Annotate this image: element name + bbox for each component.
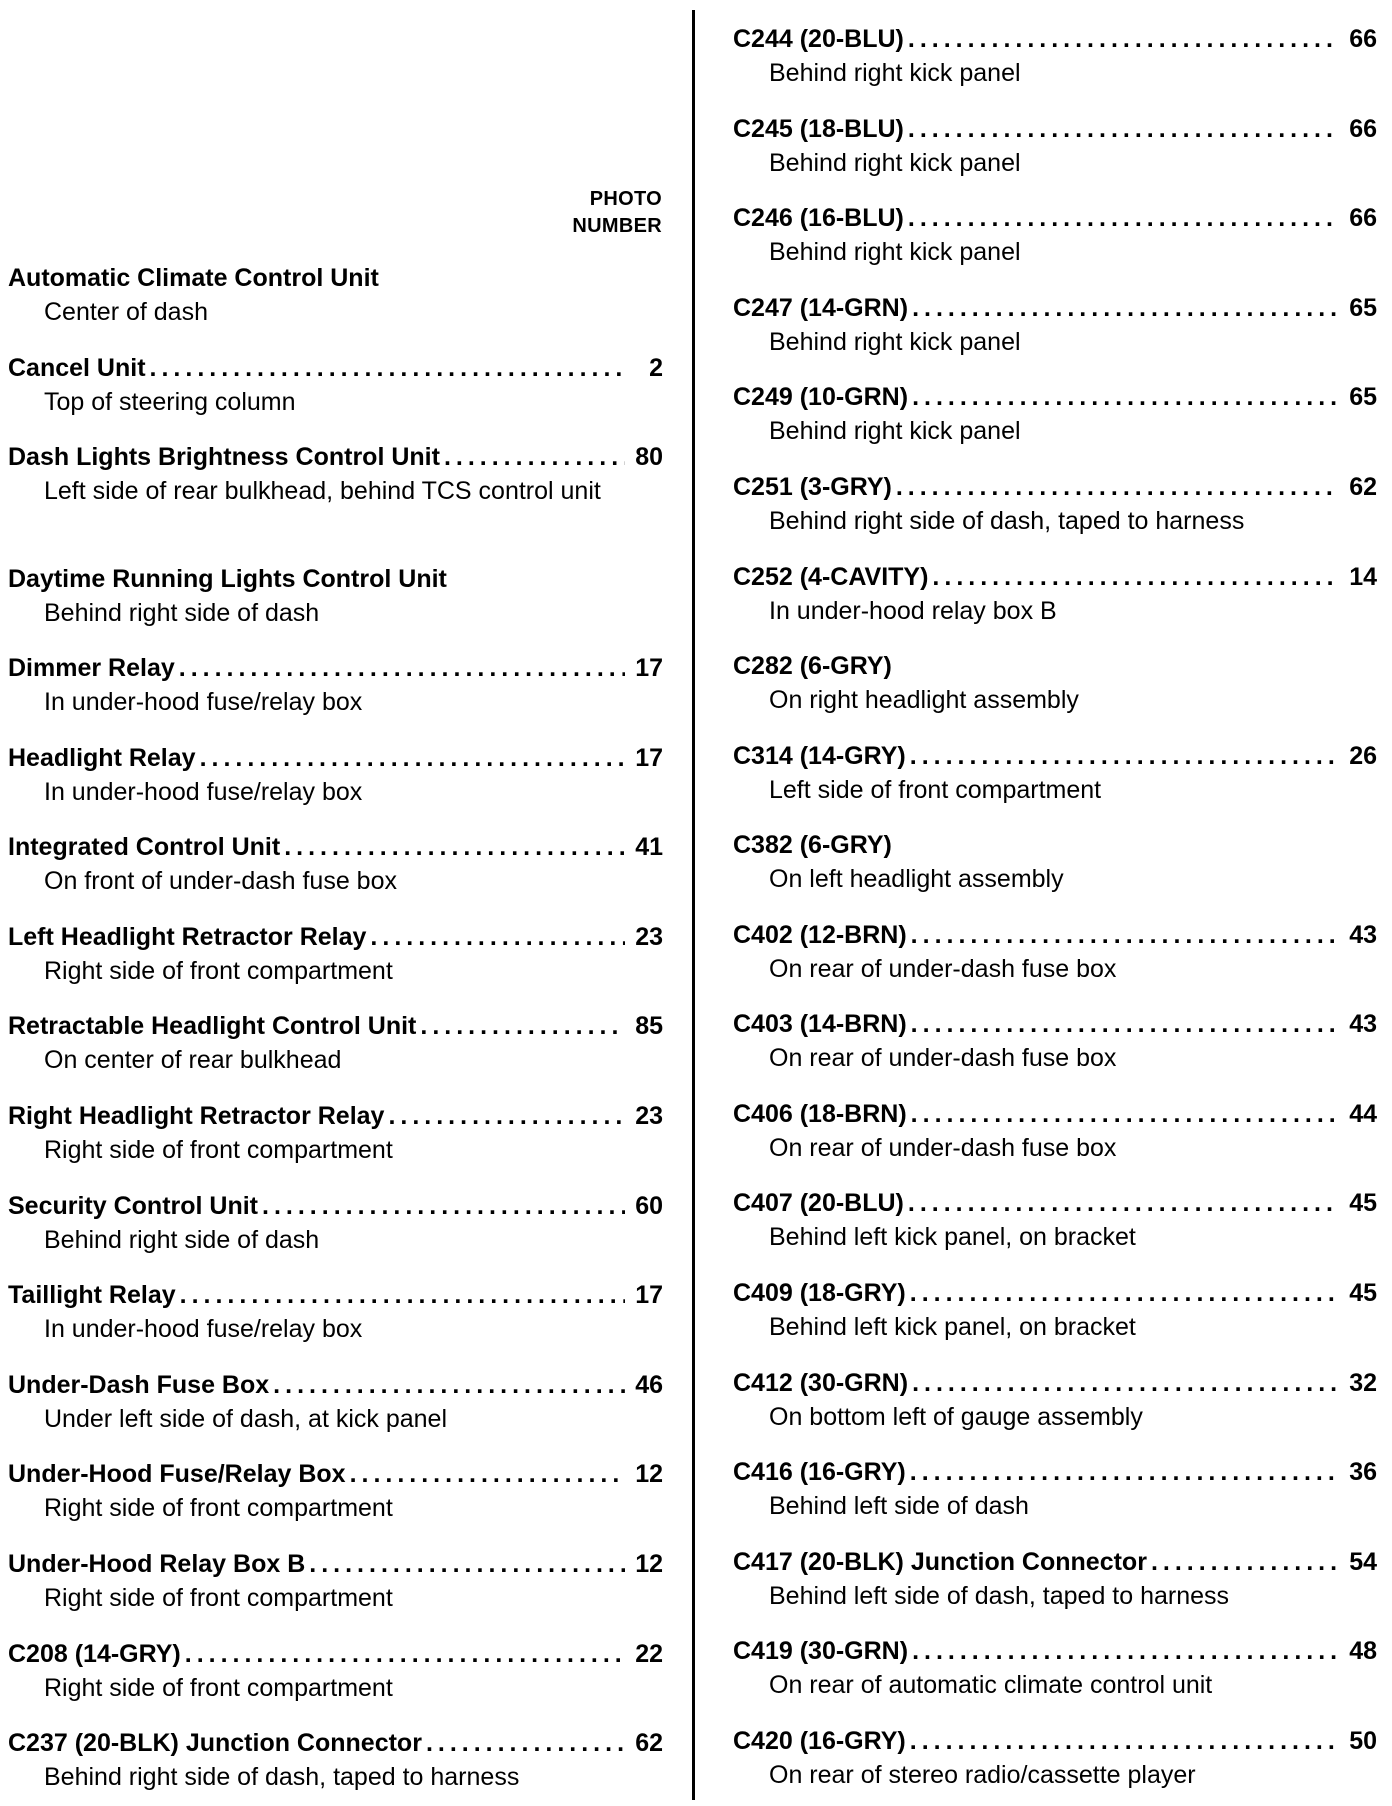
component-name: C403 (14-BRN) (733, 1010, 907, 1038)
dot-leader (912, 1634, 1339, 1668)
dot-leader (911, 1007, 1339, 1041)
component-location: Left side of front compartment (769, 776, 1102, 804)
entry-heading (8, 261, 663, 295)
list-item (733, 828, 1377, 896)
component-location: Right side of front compartment (44, 1674, 393, 1702)
entry-heading (733, 1366, 1377, 1400)
component-location: Behind right kick panel (769, 417, 1021, 445)
photo-number: 32 (1349, 1369, 1377, 1397)
entry-heading (733, 1545, 1377, 1579)
entry-heading (733, 1634, 1377, 1668)
photo-number: 43 (1349, 1010, 1377, 1038)
dot-leader (179, 651, 625, 685)
entry-heading (8, 440, 663, 474)
entry-heading (8, 830, 663, 864)
list-item (733, 1007, 1377, 1075)
photo-number: 14 (1349, 563, 1377, 591)
component-location: Behind right side of dash (44, 599, 320, 627)
photo-number: 62 (635, 1729, 663, 1757)
entry-heading (8, 1368, 663, 1402)
component-location: On rear of stereo radio/cassette player (769, 1761, 1196, 1789)
list-item (8, 830, 663, 898)
component-name: C246 (16-BLU) (733, 204, 904, 232)
component-location: Under left side of dash, at kick panel (44, 1405, 448, 1433)
entry-heading (8, 741, 663, 775)
entry-heading (733, 918, 1377, 952)
component-name: Integrated Control Unit (8, 833, 281, 861)
list-item (8, 1637, 663, 1705)
list-item (8, 1278, 663, 1346)
component-name: C252 (4-CAVITY) (733, 563, 929, 591)
component-name: C244 (20-BLU) (733, 25, 904, 53)
list-item (733, 1455, 1377, 1523)
photo-number: 65 (1349, 383, 1377, 411)
dot-leader (350, 1457, 625, 1491)
entry-heading (733, 1276, 1377, 1310)
dot-leader (262, 1189, 625, 1223)
list-item (733, 560, 1377, 628)
list-item (733, 1366, 1377, 1434)
component-name: Under-Hood Fuse/Relay Box (8, 1460, 346, 1488)
dot-leader (273, 1368, 625, 1402)
photo-number: 65 (1349, 294, 1377, 322)
entry-heading (733, 1455, 1377, 1489)
entry-heading (733, 22, 1377, 56)
component-name: C282 (6-GRY) (733, 652, 892, 680)
dot-leader (910, 1455, 1339, 1489)
component-name: Taillight Relay (8, 1281, 176, 1309)
photo-number: 12 (635, 1460, 663, 1488)
list-item (8, 1099, 663, 1167)
list-item (8, 1368, 663, 1436)
dot-leader (912, 1366, 1339, 1400)
dot-leader (1151, 1545, 1339, 1579)
component-name: Under-Dash Fuse Box (8, 1371, 270, 1399)
photo-number: 45 (1349, 1189, 1377, 1217)
photo-number-header (572, 186, 662, 240)
photo-number: 26 (1349, 742, 1377, 770)
entry-heading (8, 920, 663, 954)
dot-leader (444, 440, 625, 474)
component-location: On left headlight assembly (769, 865, 1064, 893)
entry-heading (733, 649, 1377, 683)
entry-heading (733, 291, 1377, 325)
component-location: In under-hood relay box B (769, 597, 1057, 625)
dot-leader (309, 1547, 625, 1581)
component-location: Behind right kick panel (769, 59, 1021, 87)
photo-number: 85 (635, 1012, 663, 1040)
component-location: Behind right kick panel (769, 149, 1021, 177)
dot-leader (180, 1278, 625, 1312)
entry-heading (733, 1007, 1377, 1041)
component-location: Behind left kick panel, on bracket (769, 1223, 1136, 1251)
component-name: C409 (18-GRY) (733, 1279, 906, 1307)
photo-number: 62 (1349, 473, 1377, 501)
photo-number: 41 (635, 833, 663, 861)
dot-leader (912, 291, 1339, 325)
dot-leader (912, 380, 1339, 414)
entry-heading (733, 1097, 1377, 1131)
photo-number: 45 (1349, 1279, 1377, 1307)
dot-leader (910, 1724, 1339, 1758)
entry-heading (8, 1189, 663, 1223)
entry-heading (8, 1637, 663, 1671)
dot-leader (284, 830, 625, 864)
entry-heading (8, 1547, 663, 1581)
dot-leader (911, 1097, 1339, 1131)
component-name: Left Headlight Retractor Relay (8, 923, 367, 951)
component-name: Right Headlight Retractor Relay (8, 1102, 385, 1130)
component-location: Behind right kick panel (769, 328, 1021, 356)
dot-leader (388, 1099, 625, 1133)
component-location: Right side of front compartment (44, 1494, 393, 1522)
component-location: In under-hood fuse/relay box (44, 778, 363, 806)
dot-leader (200, 741, 625, 775)
dot-leader (908, 1186, 1339, 1220)
dot-leader (908, 22, 1339, 56)
list-item (733, 291, 1377, 359)
component-name: C251 (3-GRY) (733, 473, 892, 501)
component-location: Behind right side of dash (44, 1226, 320, 1254)
component-name: C419 (30-GRN) (733, 1637, 909, 1665)
list-item (733, 1186, 1377, 1254)
component-name: C420 (16-GRY) (733, 1727, 906, 1755)
list-item (733, 470, 1377, 538)
component-name: Automatic Climate Control Unit (8, 264, 379, 292)
dot-leader (150, 351, 625, 385)
list-item (8, 351, 663, 419)
component-name: C402 (12-BRN) (733, 921, 907, 949)
photo-number: 66 (1349, 204, 1377, 232)
list-item (733, 649, 1377, 717)
entry-heading (733, 560, 1377, 594)
number-label: NUMBER (572, 215, 662, 237)
dot-leader (370, 920, 625, 954)
list-item (8, 651, 663, 719)
component-location: Behind left side of dash (769, 1492, 1029, 1520)
photo-number: 17 (635, 744, 663, 772)
list-item (8, 920, 663, 988)
entry-heading (733, 739, 1377, 773)
component-location: In under-hood fuse/relay box (44, 1315, 363, 1343)
photo-number: 48 (1349, 1637, 1377, 1665)
component-location: Behind right side of dash, taped to harness (44, 1763, 520, 1791)
component-location: On rear of automatic climate control unit (769, 1671, 1213, 1699)
entry-heading (733, 470, 1377, 504)
entry-heading (8, 1278, 663, 1312)
entry-heading (8, 1457, 663, 1491)
photo-number: 22 (635, 1640, 663, 1668)
photo-number: 36 (1349, 1458, 1377, 1486)
photo-number: 80 (635, 443, 663, 471)
dot-leader (911, 918, 1339, 952)
photo-number: 17 (635, 654, 663, 682)
list-item (733, 380, 1377, 448)
component-name: C249 (10-GRN) (733, 383, 909, 411)
list-item (8, 1009, 663, 1077)
list-item (733, 918, 1377, 986)
component-location: On right headlight assembly (769, 686, 1079, 714)
dot-leader (908, 112, 1339, 146)
list-item (8, 1189, 663, 1257)
list-item (733, 22, 1377, 90)
dot-leader (426, 1726, 625, 1760)
component-location: On rear of under-dash fuse box (769, 1134, 1117, 1162)
list-item (8, 1547, 663, 1615)
component-name: Under-Hood Relay Box B (8, 1550, 306, 1578)
list-item (8, 440, 663, 508)
list-item (733, 1276, 1377, 1344)
entry-heading (8, 562, 663, 596)
component-name: Security Control Unit (8, 1192, 259, 1220)
component-location: Behind right kick panel (769, 238, 1021, 266)
component-name: C416 (16-GRY) (733, 1458, 906, 1486)
component-location: Center of dash (44, 298, 208, 326)
entry-heading (733, 1186, 1377, 1220)
entry-heading (8, 351, 663, 385)
component-name: C407 (20-BLU) (733, 1189, 904, 1217)
photo-label: PHOTO (589, 188, 662, 210)
list-item (733, 1634, 1377, 1702)
component-location: On center of rear bulkhead (44, 1046, 342, 1074)
dot-leader (908, 201, 1339, 235)
entry-heading (733, 828, 1377, 862)
component-name: Dimmer Relay (8, 654, 175, 682)
photo-number: 50 (1349, 1727, 1377, 1755)
component-location: In under-hood fuse/relay box (44, 688, 363, 716)
component-name: Dash Lights Brightness Control Unit (8, 443, 440, 471)
list-item (733, 1724, 1377, 1792)
photo-number: 46 (635, 1371, 663, 1399)
component-name: Retractable Headlight Control Unit (8, 1012, 417, 1040)
list-item (733, 1545, 1377, 1613)
entry-heading (8, 651, 663, 685)
list-item (8, 261, 663, 329)
component-name: C382 (6-GRY) (733, 831, 892, 859)
component-name: C412 (30-GRN) (733, 1369, 909, 1397)
list-item (733, 739, 1377, 807)
entry-heading (8, 1099, 663, 1133)
component-location: On rear of under-dash fuse box (769, 955, 1117, 983)
component-name: Cancel Unit (8, 354, 146, 382)
component-name: C237 (20-BLK) Junction Connector (8, 1729, 422, 1757)
dot-leader (896, 470, 1339, 504)
photo-number: 43 (1349, 921, 1377, 949)
entry-heading (733, 201, 1377, 235)
photo-number: 23 (635, 1102, 663, 1130)
component-name: Headlight Relay (8, 744, 196, 772)
component-location: Right side of front compartment (44, 1584, 393, 1612)
list-item (8, 562, 663, 630)
dot-leader (910, 1276, 1339, 1310)
list-item (733, 112, 1377, 180)
photo-number: 44 (1349, 1100, 1377, 1128)
component-location: Behind right side of dash, taped to harness (769, 507, 1245, 535)
component-location: Left side of rear bulkhead, behind TCS control unit (44, 477, 601, 505)
photo-number: 54 (1349, 1548, 1377, 1576)
entry-heading (733, 1724, 1377, 1758)
component-location: On front of under-dash fuse box (44, 867, 397, 895)
component-location: Behind left kick panel, on bracket (769, 1313, 1136, 1341)
entry-heading (733, 112, 1377, 146)
entry-heading (8, 1009, 663, 1043)
component-name: Daytime Running Lights Control Unit (8, 565, 447, 593)
list-item (733, 201, 1377, 269)
component-name: C208 (14-GRY) (8, 1640, 181, 1668)
dot-leader (420, 1009, 625, 1043)
component-name: C314 (14-GRY) (733, 742, 906, 770)
component-location: On bottom left of gauge assembly (769, 1403, 1143, 1431)
photo-number: 66 (1349, 115, 1377, 143)
component-location: Right side of front compartment (44, 957, 393, 985)
list-item (8, 1457, 663, 1525)
list-item (8, 1726, 663, 1794)
photo-number: 66 (1349, 25, 1377, 53)
dot-leader (910, 739, 1339, 773)
component-name: C245 (18-BLU) (733, 115, 904, 143)
entry-heading (733, 380, 1377, 414)
dot-leader (185, 1637, 625, 1671)
column-divider (692, 10, 695, 1800)
component-name: C247 (14-GRN) (733, 294, 909, 322)
photo-number: 60 (635, 1192, 663, 1220)
component-location: Top of steering column (44, 388, 296, 416)
photo-number: 2 (649, 354, 663, 382)
component-location: On rear of under-dash fuse box (769, 1044, 1117, 1072)
component-name: C417 (20-BLK) Junction Connector (733, 1548, 1147, 1576)
component-location: Behind left side of dash, taped to harness (769, 1582, 1230, 1610)
photo-number: 23 (635, 923, 663, 951)
list-item (8, 741, 663, 809)
component-name: C406 (18-BRN) (733, 1100, 907, 1128)
dot-leader (932, 560, 1339, 594)
entry-heading (8, 1726, 663, 1760)
list-item (733, 1097, 1377, 1165)
component-location: Right side of front compartment (44, 1136, 393, 1164)
photo-number: 12 (635, 1550, 663, 1578)
photo-number: 17 (635, 1281, 663, 1309)
